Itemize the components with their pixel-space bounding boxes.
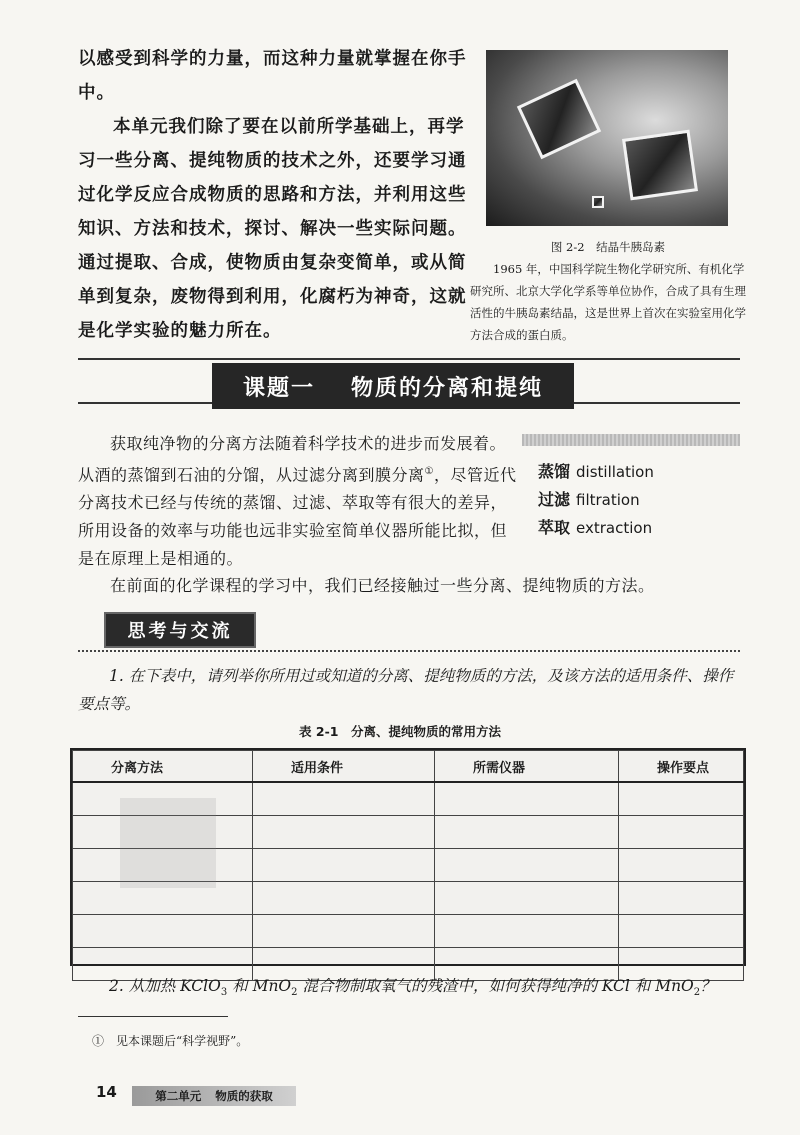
table-watermark (120, 798, 216, 888)
table-row (73, 915, 744, 948)
table-caption: 表 2-1 分离、提纯物质的常用方法 (299, 724, 501, 739)
activity-title: 思考与交流 (104, 612, 256, 648)
section-banner (212, 363, 574, 409)
section-number: 课题一 (242, 375, 315, 401)
question-2: 2. 从加热 KClO$_3$ 和 MnO$_2$ 混合物制取氧气的残渣中，如何获得纯净的 KCl 和 MnO$_2$？ (109, 977, 716, 999)
body-paragraph-2: 在前面的化学课程的学习中，我们已经接触过一些分离、提纯物质的方法。 (110, 576, 655, 595)
footer-unit-label (132, 1086, 296, 1106)
intro-paragraph: 本单元我们除了要在以前所学基础上，再学习一些分离、提纯物质的技术之外，还要学习通过化学反应合成物质的思路和方法，并利用这些知识、方法和技术，探讨、解决一些实际问题。通过提取、合成，使物质由复杂变简单，或从简单到复杂，废物得到利用，化腐朽为神奇，这就是化学实验的魅力所在。 (78, 117, 467, 341)
crystal-shape (622, 130, 698, 201)
column-header: 所需仪器 (435, 751, 619, 783)
section-rule-top (78, 358, 740, 360)
figure-title: 图 2-2 结晶牛胰岛素 (550, 240, 666, 254)
section-title: 物质的分离和提纯 (351, 375, 544, 401)
insulin-crystal-photo (486, 50, 728, 226)
footer-unit: 第二单元 (155, 1089, 202, 1103)
table-header-row (73, 751, 744, 783)
footnote: ① 见本课题后“科学视野”。 (92, 1034, 249, 1048)
glossary-bar (522, 434, 740, 446)
page-number: 14 (96, 1083, 117, 1101)
column-header: 分离方法 (73, 751, 253, 783)
footnote-rule (78, 1016, 228, 1017)
column-header: 适用条件 (253, 751, 435, 783)
glossary-item: 过滤 filtration (538, 490, 640, 509)
glossary-item: 萃取 extraction (538, 518, 653, 537)
body-text: 获取纯净物的分离方法随着科学技术的进步而发展着。从酒的蒸馏到石油的分馏，从过滤分离到膜分离 (78, 434, 507, 485)
glossary-item: 蒸馏 distillation (538, 462, 654, 481)
intro-line-1: 以感受到科学的力量，而这种力量就掌握在你手中。 (78, 49, 467, 103)
footnote-ref: ① (424, 466, 434, 477)
question-1: 1. 在下表中，请列举你所用过或知道的分离、提纯物质的方法，及该方法的适用条件、操作要点等。 (78, 667, 734, 713)
figure-caption (470, 236, 746, 346)
body-paragraph-1 (78, 430, 518, 573)
footer-unit-title: 物质的获取 (215, 1089, 273, 1103)
figure-caption-text: 1965 年，中国科学院生物化学研究所、有机化学研究所、北京大学化学系等单位协作，合成了具有生理活性的牛胰岛素结晶，这是世界上首次在实验室用化学方法合成的蛋白质。 (470, 262, 746, 342)
body-text-cont: ，尽管近代分离技术已经与传统的蒸馏、过滤、萃取等有很大的差异，所用设备的效率与功能也远非实验室简单仪器所能比拟，但是在原理上是相通的。 (78, 465, 517, 569)
glossary (538, 458, 654, 542)
column-header: 操作要点 (619, 751, 744, 783)
crystal-shape (592, 196, 604, 208)
crystal-shape (517, 79, 601, 159)
intro-text (78, 42, 478, 348)
dotted-divider (78, 650, 740, 652)
